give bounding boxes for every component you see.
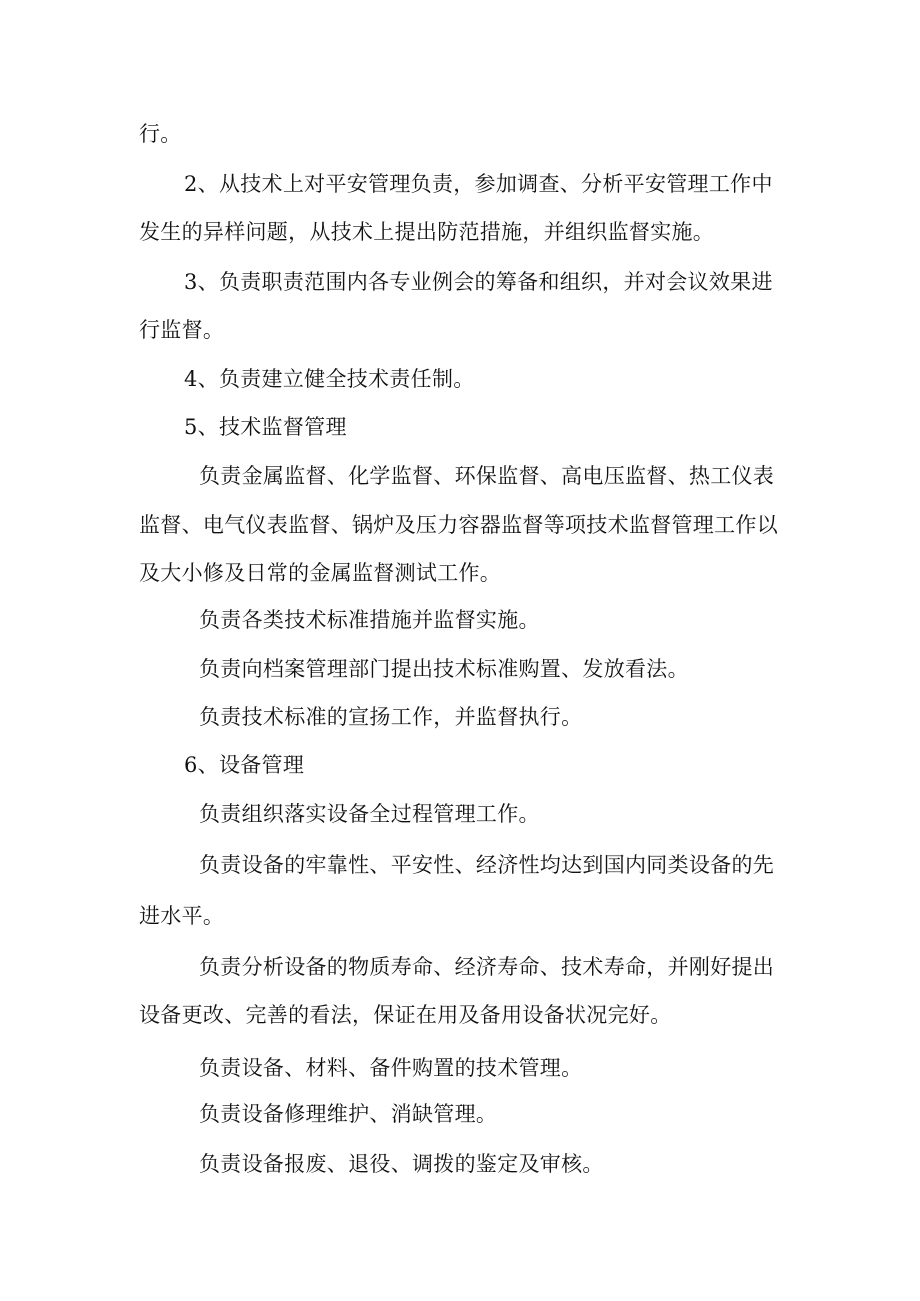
- text-line: 行。: [139, 122, 182, 146]
- text-line: 负责设备报废、退役、调拨的鉴定及审核。: [199, 1152, 604, 1176]
- text-line: 设备更改、完善的看法，保证在用及备用设备状况完好。: [139, 1003, 672, 1027]
- text-line: 发生的异样问题，从技术上提出防范措施，并组织监督实施。: [139, 220, 715, 244]
- text-line: 监督、电气仪表监督、锅炉及压力容器监督等项技术监督管理工作以: [139, 513, 778, 537]
- text-line: 负责组织落实设备全过程管理工作。: [199, 802, 540, 826]
- text-line: 4、负责建立健全技术责任制。: [184, 367, 475, 391]
- text-line: 行监督。: [139, 318, 225, 342]
- text-line: 负责金属监督、化学监督、环保监督、高电压监督、热工仪表: [199, 464, 775, 488]
- text-line: 负责技术标准的宣扬工作，并监督执行。: [199, 705, 583, 729]
- text-line: 负责向档案管理部门提出技术标准购置、发放看法。: [199, 657, 689, 681]
- text-line: 6、设备管理: [184, 753, 305, 777]
- text-line: 进水平。: [139, 904, 225, 928]
- text-line: 负责设备、材料、备件购置的技术管理。: [199, 1056, 583, 1080]
- text-line: 负责各类技术标准措施并监督实施。: [199, 608, 540, 632]
- text-line: 2、从技术上对平安管理负责，参加调查、分析平安管理工作中: [184, 172, 773, 196]
- text-line: 负责分析设备的物质寿命、经济寿命、技术寿命，并刚好提出: [199, 955, 775, 979]
- text-line: 负责设备修理维护、消缺管理。: [199, 1102, 498, 1126]
- text-line: 3、负责职责范围内各专业例会的筹备和组织，并对会议效果进: [184, 270, 773, 294]
- text-line: 及大小修及日常的金属监督测试工作。: [139, 561, 502, 585]
- text-line: 5、技术监督管理: [184, 415, 347, 439]
- text-line: 负责设备的牢靠性、平安性、经济性均达到国内同类设备的先: [199, 853, 775, 877]
